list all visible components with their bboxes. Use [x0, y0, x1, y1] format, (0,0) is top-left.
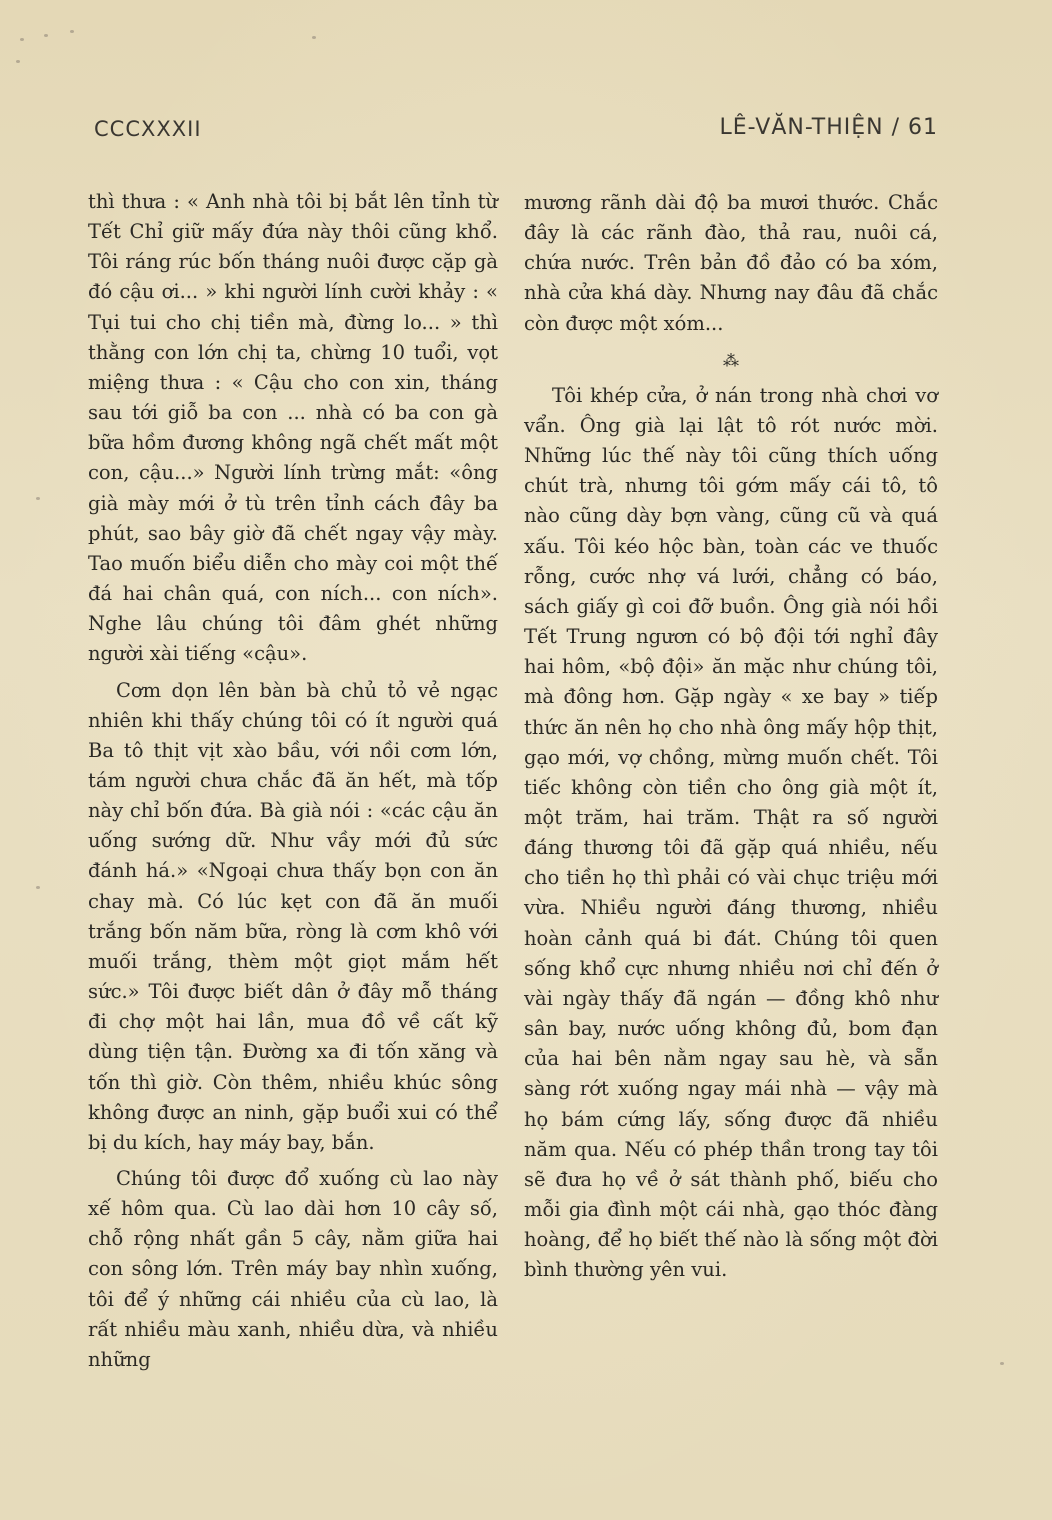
left-column: [88, 187, 498, 1375]
section-break-asterism: ⁂: [723, 350, 739, 370]
paper-speck: [312, 36, 316, 39]
paper-speck: [1000, 1362, 1004, 1365]
paragraph: thì thưa : « Anh nhà tôi bị bắt lên tỉnh từ Tết Chỉ giữ mấy đứa này thôi cũng khổ. Tôi ráng rúc bốn tháng nuôi được cặp gà đó cậu ơi... » khi người lính cười khảy : « Tụi tui cho chị tiền mà, đừng lo... » thì thằng con lớn chị ta, chừng 10 tuổi, vọt miệng thưa : « Cậu cho con xin, tháng sau tới giỗ ba con ... nhà có ba con gà bữa hồm đương không ngã chết mất một con, cậu...» Người lính trừng mắt: «ông già mày mới ở tù trên tỉnh cách đây ba phút, sao bây giờ đã chết ngay vậy mày. Tao muốn biểu diễn cho mày coi một thế đá hai chân quá, con ních... con ních». Nghe lâu chúng tôi đâm ghét những người xài tiếng «cậu».: [88, 190, 498, 666]
paper-speck: [16, 60, 20, 63]
paper-speck: [70, 30, 74, 33]
paragraph: Cơm dọn lên bàn bà chủ tỏ vẻ ngạc nhiên khi thấy chúng tôi có ít người quá Ba tô thịt vịt xào bầu, với nồi cơm lớn, tám người chưa chắc đã ăn hết, mà tốp này chỉ bốn đứa. Bà già nói : «các cậu ăn uống sướng dữ. Như vầy mới đủ sức đánh há.» «Ngoại chưa thấy bọn con ăn chay mà. Có lúc kẹt con đã ăn muối trắng bốn năm bữa, ròng là cơm khô với muối trắng, thèm một giọt mắm hết sức.» Tôi được biết dân ở đây mỗ tháng đi chợ một hai lần, mua đồ về cất kỹ dùng tiện tận. Đường xa đi tốn xăng và tốn thì giờ. Còn thêm, nhiều khúc sông không được an ninh, gặp buổi xui có thể bị du kích, hay máy bay, bắn.: [88, 678, 498, 1154]
running-head: LÊ-VĂN-THIỆN / 61: [719, 115, 938, 140]
paragraph: mương rãnh dài độ ba mươi thước. Chắc đây là các rãnh đào, thả rau, nuôi cá, chứa nước. Trên bản đồ đảo có ba xóm, nhà cửa khá dày. Nhưng nay đâu đã chắc còn được một xóm...: [524, 191, 938, 335]
paper-speck: [36, 497, 40, 500]
right-column: [524, 188, 938, 1285]
chapter-numeral: CCCXXXII: [94, 117, 202, 141]
paragraph: Chúng tôi được đổ xuống cù lao này xế hôm qua. Cù lao dài hơn 10 cây số, chỗ rộng nhất gần 5 cây, nằm giữa hai con sông lớn. Trên máy bay nhìn xuống, tôi để ý những cái nhiều của cù lao, là rất nhiều màu xanh, nhiều dừa, và nhiều những: [88, 1167, 498, 1371]
paper-speck: [36, 886, 40, 889]
paper-speck: [44, 34, 48, 37]
paragraph: Tôi khép cửa, ở nán trong nhà chơi vơ vẩn. Ông già lại lật tô rót nước mời. Những lúc thế này tôi cũng thích uống chút trà, nhưng tôi gớm mấy cái tô, tô nào cũng dày bợn vàng, cũng cũ và quá xấu. Tôi kéo hộc bàn, toàn các ve thuốc rỗng, cước nhợ vá lưới, chẳng có báo, sách giấy gì coi đỡ buồn. Ông già nói hồi Tết Trung ngươn có bộ đội tới nghỉ đây hai hôm, «bộ đội» ăn mặc như chúng tôi, mà đông hơn. Gặp ngày « xe bay » tiếp thức ăn nên họ cho nhà ông mấy hộp thịt, gạo mới, vợ chồng, mừng muốn chết. Tôi tiếc không còn tiền cho ông già một ít, một trăm, hai trăm. Thật ra số người đáng thương tôi đã gặp quá nhiều, nếu cho tiền họ thì phải có vài chục triệu mới vừa. Nhiều người đáng thương, nhiều hoàn cảnh quá bi đát. Chúng tôi quen sống khổ cực nhưng nhiều nơi chỉ đến ở vài ngày thấy đã ngán — đồng khô như sân bay, nước uống không đủ, bom đạn của hai bên nằm ngay sau hè, và sẵn sàng rớt xuống ngay mái nhà — vậy mà họ bám cứng lấy, sống được đã nhiều năm qua. Nếu có phép thần trong tay tôi sẽ đưa họ về ở sát thành phố, biếu cho mỗi gia đình một cái nhà, gạo thóc đàng hoàng, để họ biết thế nào là sống một đời bình thường yên vui.: [524, 383, 938, 1282]
paper-speck: [20, 38, 24, 41]
